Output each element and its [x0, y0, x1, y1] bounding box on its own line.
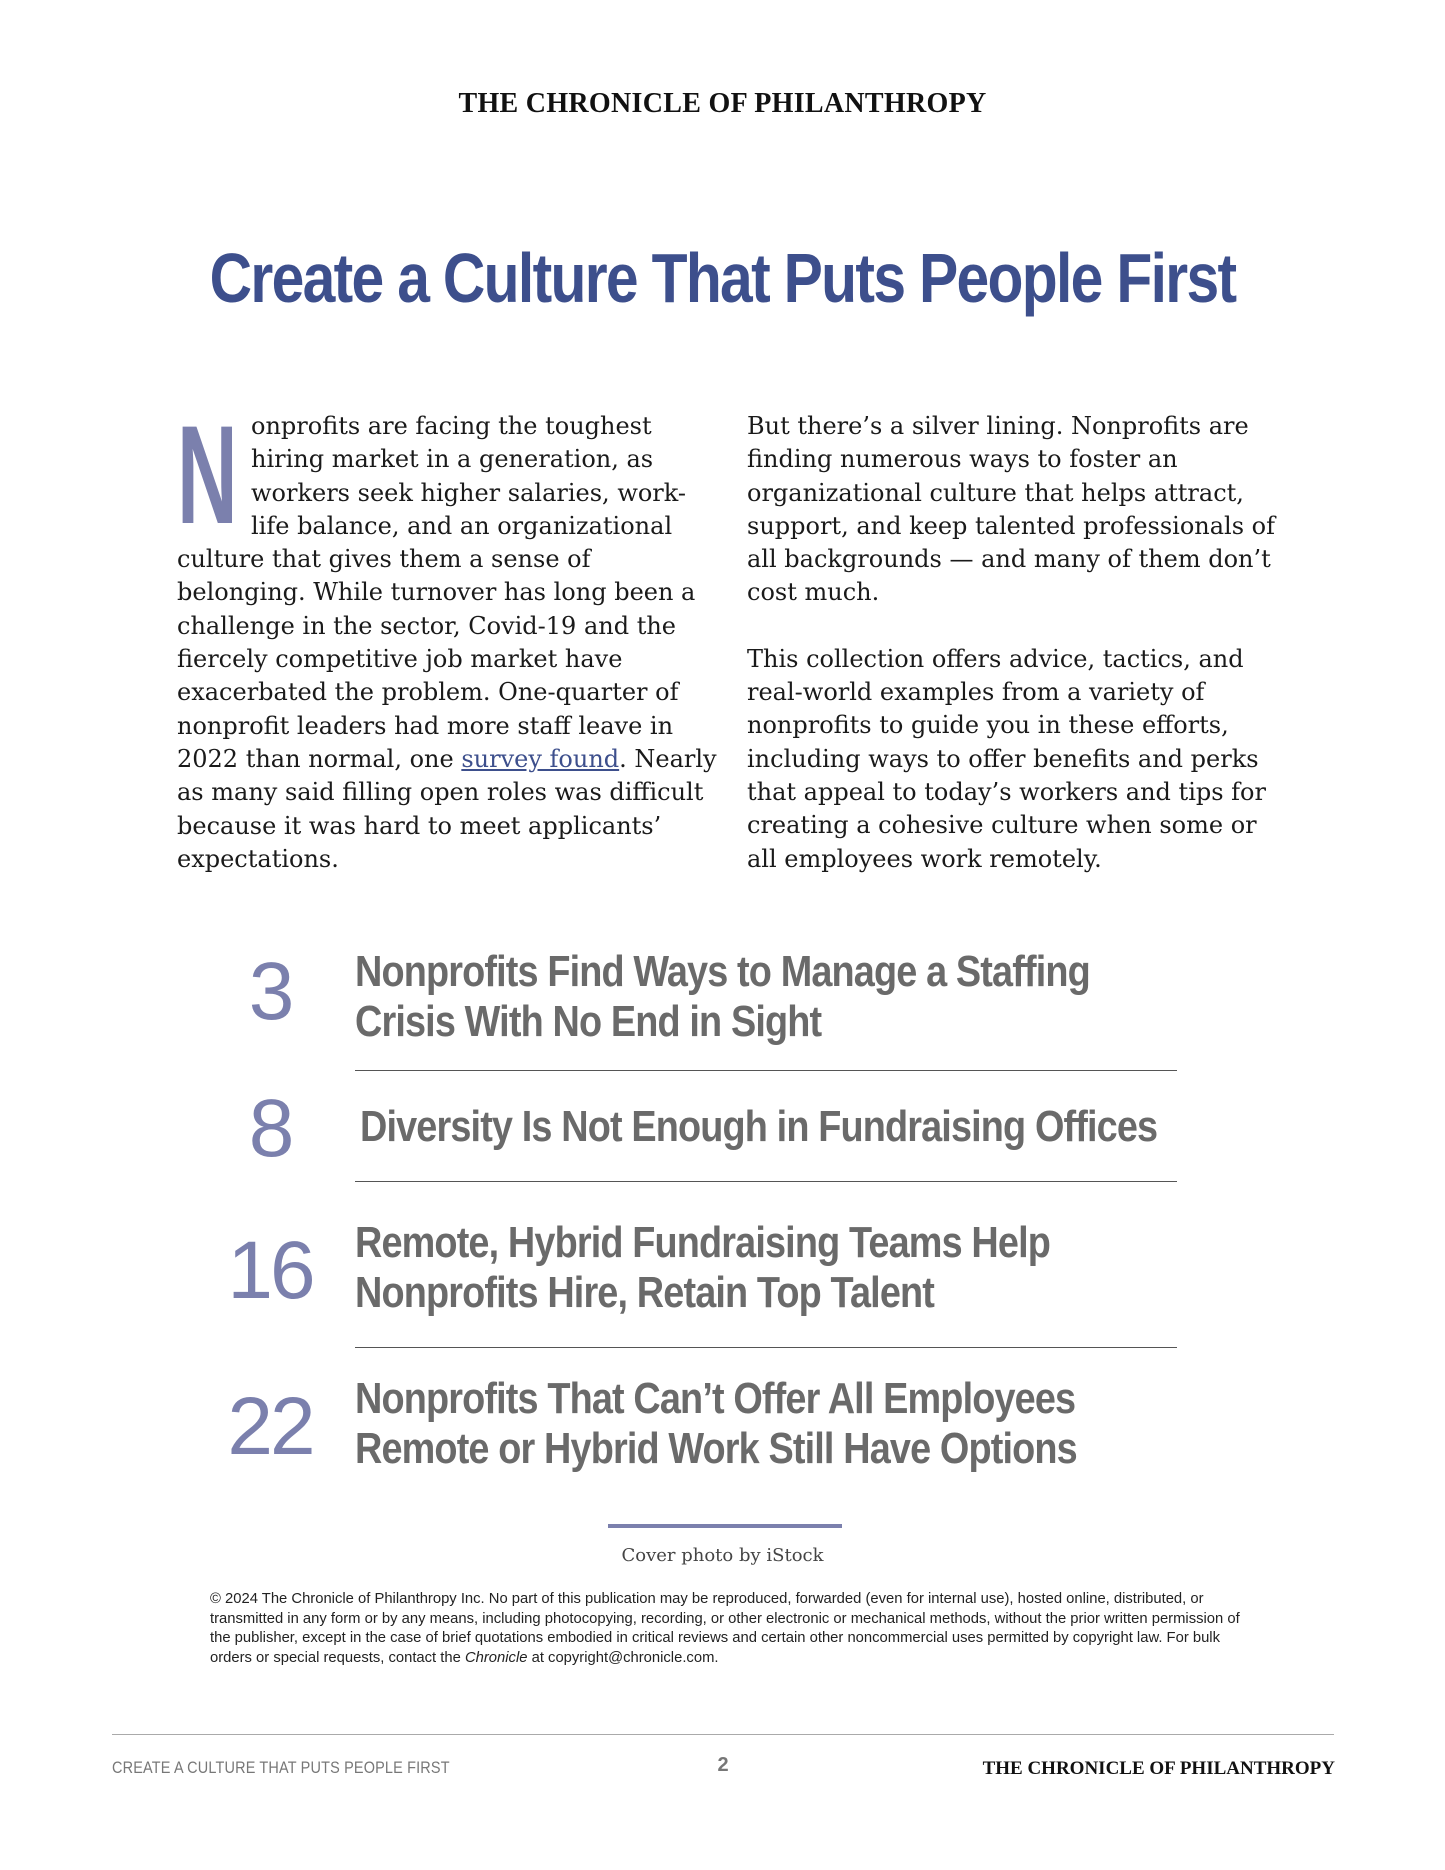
toc-title-line: Nonprofits Hire, Retain Top Talent — [355, 1268, 935, 1317]
intro-left-column — [177, 396, 717, 876]
toc-item[interactable] — [200, 1218, 1200, 1328]
footer-masthead: THE CHRONICLE OF PHILANTHROPY — [982, 1758, 1335, 1779]
toc-title-line: Remote or Hybrid Work Still Have Options — [355, 1424, 1077, 1473]
toc-item[interactable] — [200, 945, 1200, 1055]
copyright-text: © 2024 The Chronicle of Philanthropy Inc. No part of this publication may be reproduced, forwarded (even for internal use), hosted online, distributed, or transmitted in any form or by any means, including photocopying, recording, or other electronic or mechanical methods, without the prior written permission of the publisher, except in the case of brief quotations embodied in critical reviews and certain other noncommercial uses permitted by copyright law. For bulk orders or special requests, contact the — [210, 1591, 1240, 1666]
toc-divider — [355, 1181, 1177, 1182]
masthead: THE CHRONICLE OF PHILANTHROPY — [458, 88, 987, 119]
toc-page-number: 8 — [248, 1083, 292, 1174]
footer-section-title: CREATE A CULTURE THAT PUTS PEOPLE FIRST — [112, 1758, 450, 1777]
intro-text-before-link: onprofits are facing the toughest hiring market in a generation, as workers seek higher salaries, work-life balance, and an organizational culture that gives them a sense of belonging. While turnover has long been a challenge in the sector, Covid-19 and the fiercely competitive job market have exacerbated the problem. One-quarter of nonprofit leaders had more staff leave in 2022 than normal, one — [177, 412, 696, 773]
toc-title — [355, 947, 1090, 1047]
intro-paragraph-2: But there’s a silver lining. Nonprofits are finding numerous ways to foster an organizational culture that helps attract, support, and keep talented professionals of all backgrounds — and many of them don’t cost much. — [747, 412, 1275, 607]
page-title: Create a Culture That Puts People First — [209, 239, 1236, 317]
toc-title-line: Nonprofits That Can’t Offer All Employees — [355, 1374, 1076, 1423]
dropcap: N — [177, 396, 238, 553]
toc-page-number: 16 — [227, 1225, 313, 1316]
toc-title-line: Remote, Hybrid Fundraising Teams Help — [355, 1218, 1050, 1267]
toc-page-number: 22 — [227, 1381, 313, 1472]
toc-divider — [355, 1347, 1177, 1348]
toc-item[interactable] — [200, 1374, 1200, 1484]
copyright-notice — [210, 1590, 1250, 1668]
toc-title — [360, 1102, 1157, 1152]
toc-item[interactable] — [200, 1082, 1200, 1192]
copyright-italic: Chronicle — [464, 1649, 528, 1666]
intro-paragraph-3: This collection offers advice, tactics, and real-world examples from a variety of nonprofits to guide you in these efforts, including ways to offer benefits and perks that appeal to today’s workers and tips for creating a cohesive culture when some or all employees work remotely. — [747, 644, 1266, 873]
intro-text-after-link: . Nearly as many said filling open roles was difficult because it was hard to meet applicants’ expectations. — [177, 744, 717, 873]
toc-page-number: 3 — [248, 946, 292, 1037]
cover-photo-credit: Cover photo by iStock — [621, 1545, 824, 1566]
toc-title-line: Nonprofits Find Ways to Manage a Staffing — [355, 947, 1090, 996]
footer-divider — [112, 1734, 1334, 1735]
toc-title — [355, 1218, 1050, 1318]
intro-right-column — [747, 410, 1287, 876]
copyright-contact: at copyright@chronicle.com. — [527, 1649, 719, 1666]
intro-paragraph-1 — [177, 396, 717, 876]
toc-title-line: Diversity Is Not Enough in Fundraising Offices — [360, 1102, 1158, 1151]
survey-link[interactable]: survey found — [461, 744, 620, 773]
toc-title-line: Crisis With No End in Sight — [355, 997, 822, 1046]
toc-title — [355, 1374, 1077, 1474]
footer-page-number: 2 — [717, 1754, 729, 1776]
accent-bar — [608, 1524, 842, 1528]
toc-divider — [355, 1070, 1177, 1071]
